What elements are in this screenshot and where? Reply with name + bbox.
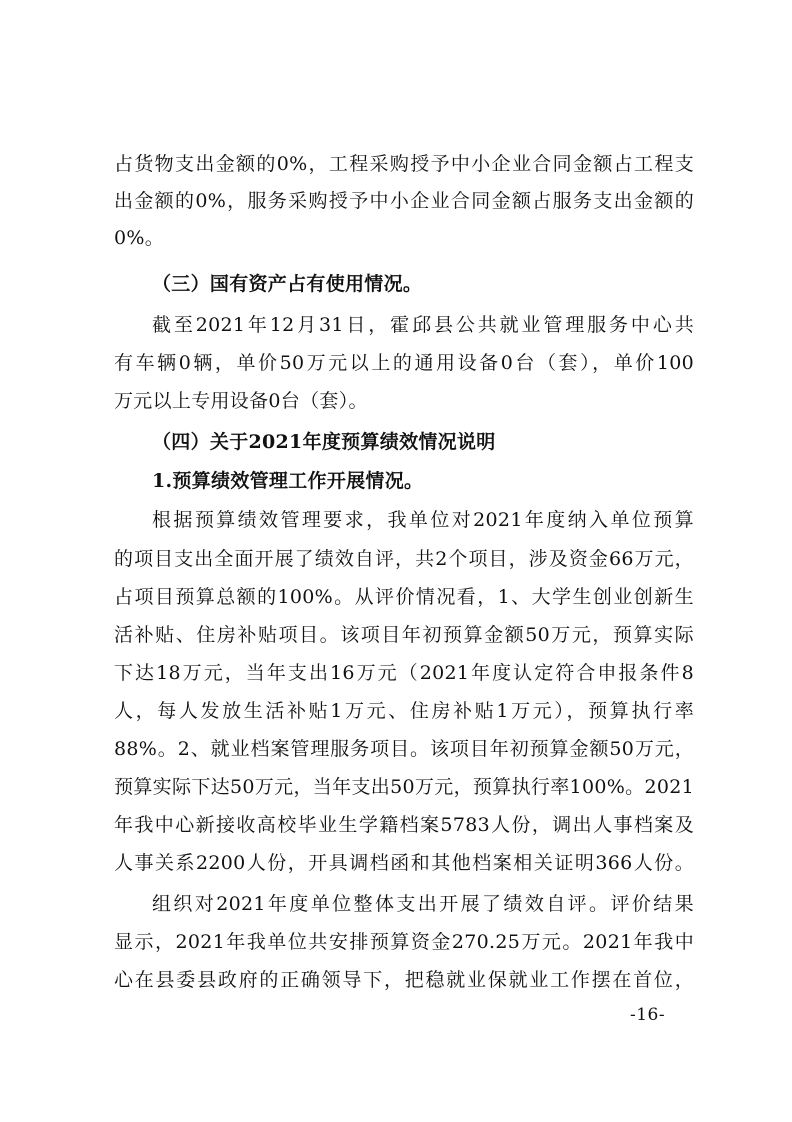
section-heading-4: （四）关于2021年度预算绩效情况说明	[152, 431, 496, 453]
section-heading-3: （三）国有资产占有使用情况。	[152, 273, 423, 295]
subsection-heading-1: 1.预算绩效管理工作开展情况。	[152, 470, 424, 492]
body-line: 0%。	[114, 227, 165, 249]
body-line: 有车辆0辆，单价50万元以上的通用设备0台（套），单价100	[114, 352, 694, 374]
body-line: 预算实际下达50万元，当年支出50万元，预算执行率100%。2021	[114, 776, 694, 798]
body-line: 年我中心新接收高校毕业生学籍档案5783人份，调出人事档案及	[114, 814, 694, 836]
body-line: 截至2021年12月31日，霍邱县公共就业管理服务中心共	[152, 314, 694, 336]
body-line: 心在县委县政府的正确领导下，把稳就业保就业工作摆在首位，	[114, 969, 694, 991]
body-line: 万元以上专用设备0台（套）。	[114, 390, 368, 412]
body-line: 组织对2021年度单位整体支出开展了绩效自评。评价结果	[152, 893, 694, 915]
body-line: 显示，2021年我单位共安排预算资金270.25万元。2021年我中	[114, 931, 694, 953]
body-line: 88%。2、就业档案管理服务项目。该项目年初预算金额50万元，	[114, 738, 694, 760]
body-line: 根据预算绩效管理要求，我单位对2021年度纳入单位预算	[152, 509, 694, 531]
body-line: 占货物支出金额的0%，工程采购授予中小企业合同金额占工程支	[114, 153, 694, 175]
body-line: 占项目预算总额的100%。从评价情况看，1、大学生创业创新生	[114, 586, 694, 608]
body-line: 出金额的0%，服务采购授予中小企业合同金额占服务支出金额的	[114, 190, 694, 212]
body-line: 人，每人发放生活补贴1万元、住房补贴1万元），预算执行率	[114, 700, 694, 722]
body-line: 的项目支出全面开展了绩效自评，共2个项目，涉及资金66万元，	[114, 548, 694, 570]
page-number: -16-	[630, 1005, 666, 1025]
body-line: 人事关系2200人份，开具调档函和其他档案相关证明366人份。	[114, 852, 694, 874]
body-line: 活补贴、住房补贴项目。该项目年初预算金额50万元，预算实际	[114, 624, 694, 646]
body-line: 下达18万元，当年支出16万元（2021年度认定符合申报条件8	[114, 662, 694, 684]
